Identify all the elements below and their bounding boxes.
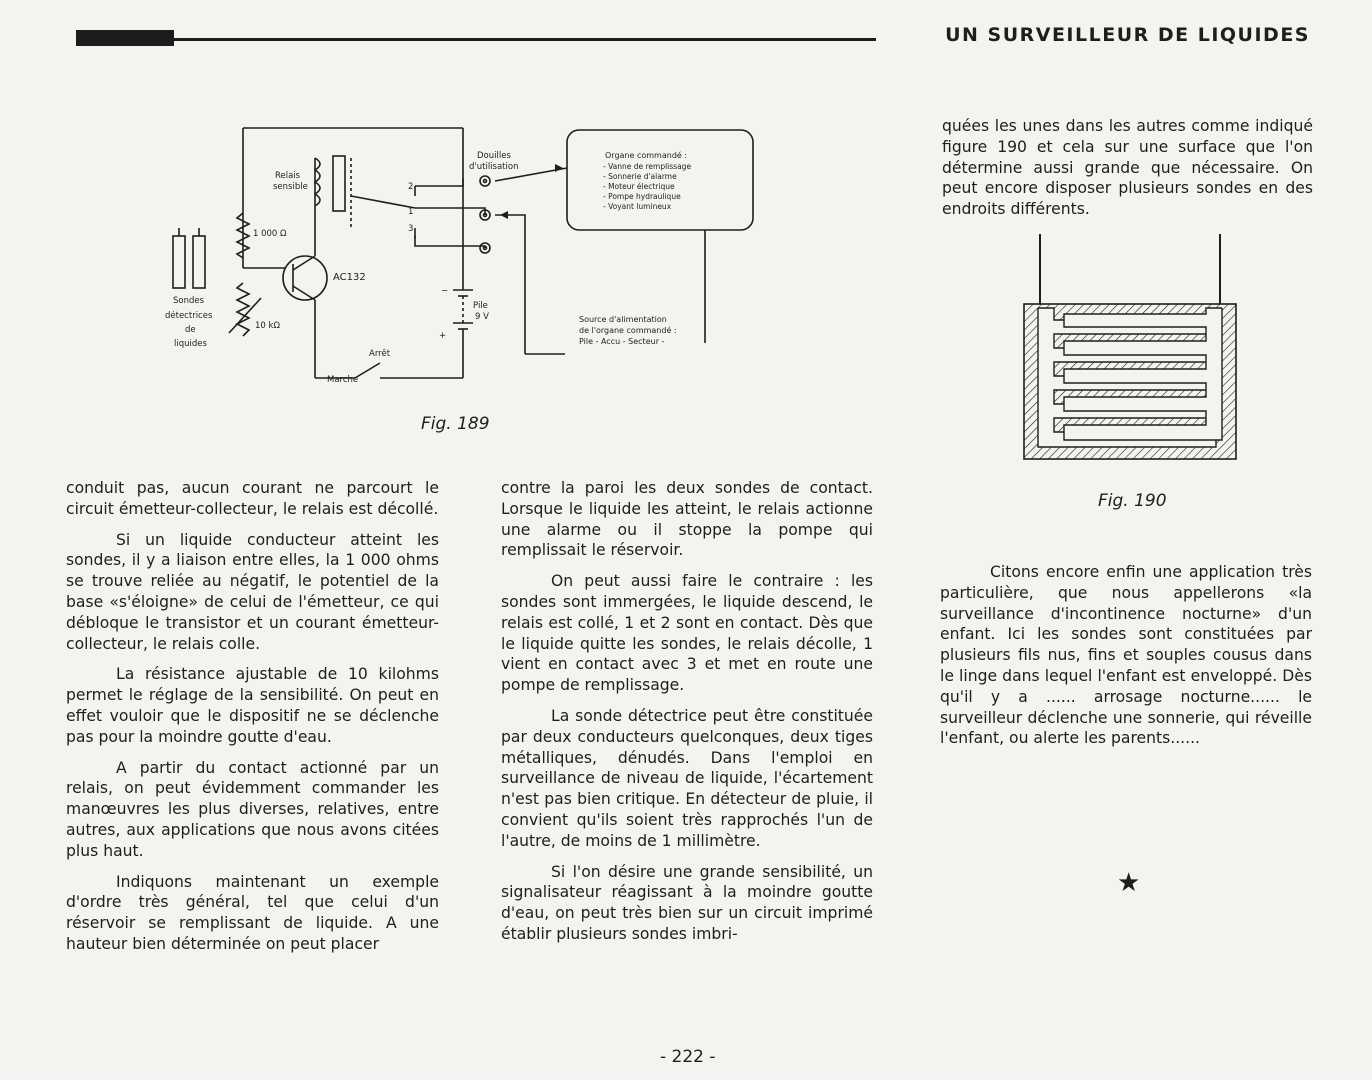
probes-label-2: détectrices (165, 311, 213, 321)
paragraph: On peut aussi faire le contraire : les sondes sont immergées, le liquide descend, le relais est collé, 1 et 2 sont en contact. Dès que le liquide quitte les sondes, le relais décolle, 1 vient en contact avec 3 et met en route une pompe de remplissage. (501, 572, 873, 695)
paragraph: Indiquons maintenant un exemple d'ordre très général, tel que celui d'un réservoir se remplissant de liquide. A une hauteur bien déterminée on peut placer (66, 872, 439, 953)
relay-label-2: sensible (273, 182, 308, 192)
resistor-10k-label: 10 kΩ (255, 321, 280, 331)
source-label-1: Source d'alimentation (579, 315, 667, 324)
figure-189-schematic (165, 118, 925, 418)
resistor-1k-label: 1 000 Ω (253, 229, 287, 239)
paragraph: contre la paroi les deux sondes de contact. Lorsque le liquide les atteint, le relais actionne une alarme ou il stoppe la pompe qui remplissait le réservoir. (501, 479, 873, 560)
battery-label-1: Pile (473, 301, 488, 311)
header-bar (76, 30, 174, 46)
minus-label: − (441, 286, 449, 296)
text-column-3-bottom (940, 562, 1312, 749)
organ-item: - Moteur électrique (603, 182, 675, 191)
organ-item: - Vanne de remplissage (603, 162, 692, 171)
probes-label-3: de (185, 325, 196, 335)
probe-left (173, 236, 185, 288)
paragraph: Citons encore enfin une application très particulière, que nous appellerons «la surveillance d'incontinence nocturne» d'un enfant. Ici les sondes sont constituées par plusieurs fils nus, fins et souples cousus dans le linge dans lequel l'enfant est enveloppé. Dès qu'il y a ...... arrosage nocturne...... le surveilleur déclenche une sonnerie, qui réveille l'enfant, ou alerte les parents...... (940, 563, 1312, 748)
organ-item: - Sonnerie d'alarme (603, 172, 677, 181)
relay-label: Relais (275, 171, 301, 181)
organ-item: - Voyant lumineux (603, 202, 672, 211)
header-rule (174, 38, 876, 41)
source-label-3: Pile - Accu - Secteur - (579, 337, 665, 346)
probes-label-4: liquides (174, 339, 207, 349)
organ-title: Organe commandé : (605, 151, 688, 160)
paragraph: quées les unes dans les autres comme indiqué figure 190 et cela sur une surface que l'on détermine aussi grande que nécessaire. On peut encore disposer plusieurs sondes en des endroits différents. (942, 117, 1313, 219)
transistor-label: AC132 (333, 272, 366, 283)
probe-right (193, 236, 205, 288)
star-ornament: ★ (1117, 868, 1141, 898)
sockets-label-1: Douilles (477, 151, 511, 161)
paragraph: Si l'on désire une grande sensibilité, un signalisateur réagissant à la moindre goutte d'eau, on peut très bien sur un circuit imprimé établir plusieurs sondes imbri- (501, 862, 873, 943)
paragraph: La résistance ajustable de 10 kilohms permet le réglage de la sensibilité. On peut en effet vouloir que le dispositif ne se déclenche pas pour la moindre goutte d'eau. (66, 665, 439, 746)
contact-1-label: 1 (408, 207, 414, 217)
page-title: UN SURVEILLEUR DE LIQUIDES (945, 24, 1310, 46)
paragraph: conduit pas, aucun courant ne parcourt le circuit émetteur-collecteur, le relais est décollé. (66, 479, 439, 518)
text-column-3-top (942, 116, 1313, 220)
contact-3-label: 3 (408, 224, 414, 234)
figure-190-caption: Fig. 190 (1098, 491, 1167, 511)
probes-label-1: Sondes (173, 296, 205, 306)
figure-189-caption: Fig. 189 (421, 414, 490, 434)
paragraph: Si un liquide conducteur atteint les sondes, il y a liaison entre elles, la 1 000 ohms se trouve reliée au négatif, le potentiel de la base «s'éloigne» de celui de l'émetteur, ce qui débloque le transistor et un courant émetteur-collecteur, le relais colle. (66, 530, 439, 653)
plus-label: + (439, 331, 447, 341)
page-number: - 222 - (660, 1047, 716, 1067)
organ-item: - Pompe hydraulique (603, 192, 681, 201)
stop-label: Arrêt (369, 349, 391, 359)
paragraph: La sonde détectrice peut être constituée par deux conducteurs quelconques, deux tiges métalliques, dénudés. Dans l'emploi en surveillance de niveau de liquide, l'écartement n'est pas bien critique. En détecteur de pluie, il convient qu'ils soient très rapprochés l'un de l'autre, de moins de 1 millimètre. (501, 706, 873, 850)
paragraph: A partir du contact actionné par un relais, on peut évidemment commander les manœuvres les plus diverses, relatives, entre autres, aux applications que nous avons citées plus haut. (66, 758, 439, 860)
sockets-label-2: d'utilisation (469, 162, 519, 172)
source-label-2: de l'organe commandé : (579, 326, 677, 335)
figure-190-probe (1020, 232, 1260, 467)
text-column-2 (501, 478, 873, 945)
battery-label-2: 9 V (475, 312, 489, 322)
text-column-1 (66, 478, 439, 955)
contact-2-label: 2 (408, 182, 414, 192)
run-label: Marche (327, 375, 359, 385)
